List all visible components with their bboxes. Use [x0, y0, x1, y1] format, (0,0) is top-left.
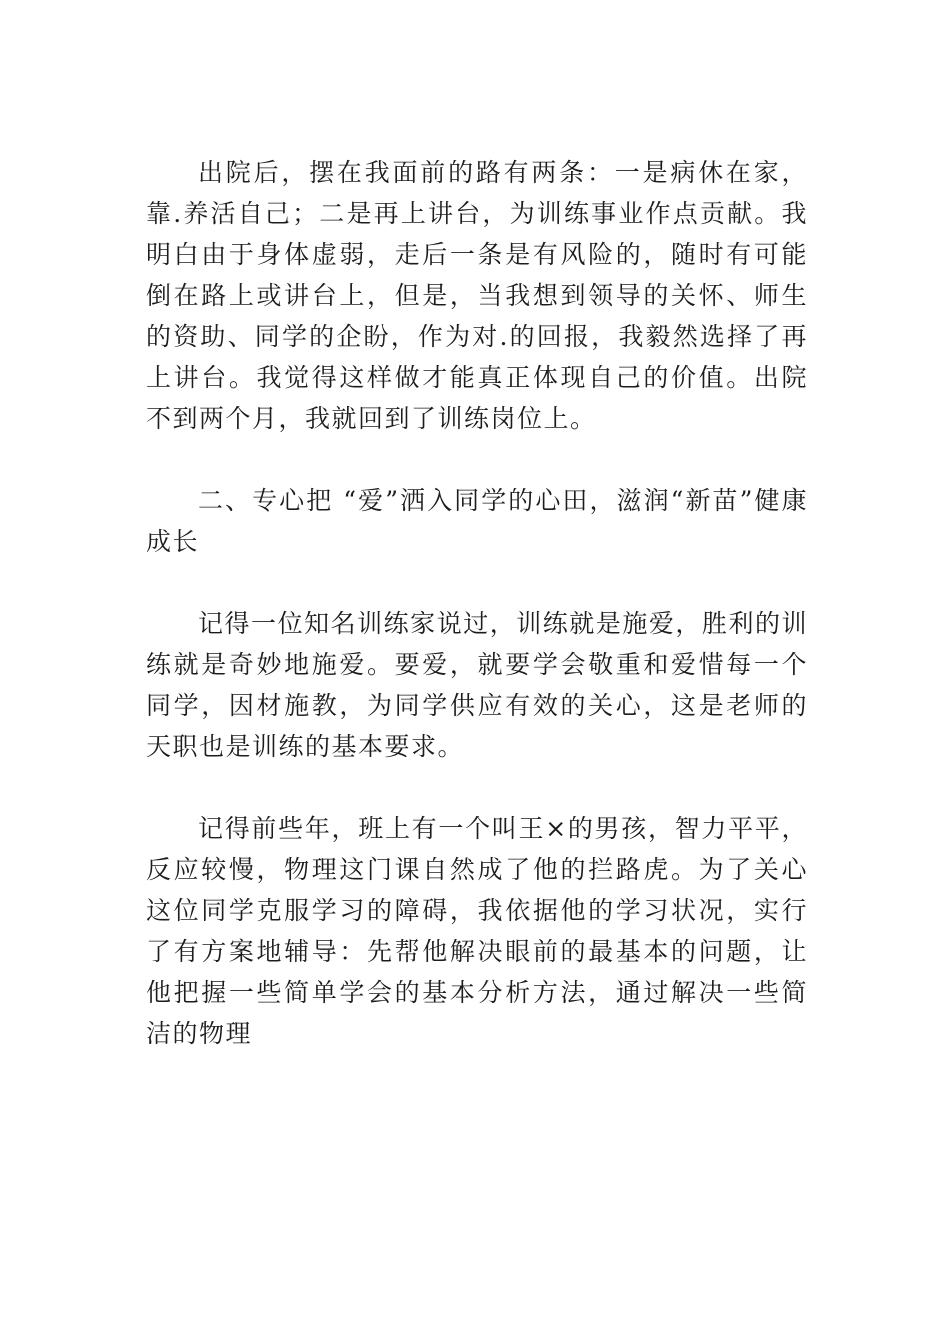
- document-body: [146, 152, 808, 1054]
- section-heading-two: 二、专心把 “爱”洒入同学的心田，滋润“新苗”健康成长: [146, 486, 808, 556]
- paragraph-student-story: 记得前些年，班上有一个叫王×的男孩，智力平平，反应较慢，物理这门课自然成了他的拦路虎。为了关心这位同学克服学习的障碍，我依据他的学习状况，实行了有方案地辅导：先帮他解决眼前的最基本的问题，让他把握一些简单学会的基本分析方法，通过解决一些简洁的物理: [146, 814, 808, 1048]
- paragraph-discharge: 出院后，摆在我面前的路有两条：一是病休在家，靠.养活自己；二是再上讲台，为训练事业作点贡献。我明白由于身体虚弱，走后一条是有风险的，随时有可能倒在路上或讲台上，但是，当我想到领导的关怀、师生的资助、同学的企盼，作为对.的回报，我毅然选择了再上讲台。我觉得这样做才能真正体现自己的价值。出院不到两个月，我就回到了训练岗位上。: [146, 158, 808, 433]
- paragraph-love-quote: 记得一位知名训练家说过，训练就是施爱，胜利的训练就是奇妙地施爱。要爱，就要学会敬重和爱惜每一个同学，因材施教，为同学供应有效的关心，这是老师的天职也是训练的基本要求。: [146, 609, 808, 761]
